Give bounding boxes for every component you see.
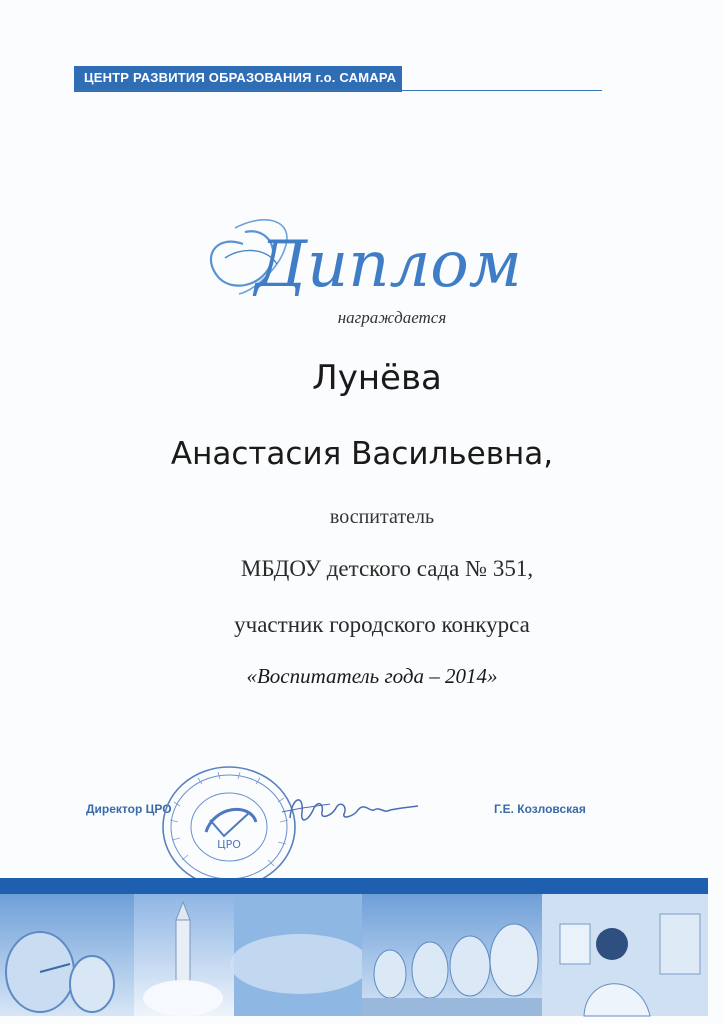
stamp-logo-text: ЦРО [217, 838, 241, 851]
header-divider [74, 90, 602, 91]
recipient-position: воспитатель [329, 506, 435, 528]
director-name: Г.Е. Козловская [494, 802, 586, 816]
footer-photo-strip [0, 894, 708, 1016]
organization-name: ЦЕНТР РАЗВИТИЯ ОБРАЗОВАНИЯ г.о. САМАРА [84, 70, 397, 85]
recipient-surname: Лунёва [312, 358, 442, 398]
recipient-institution: МБДОУ детского сада № 351, [240, 556, 534, 581]
diploma-title-text: Диплом [255, 228, 522, 302]
contest-name: «Воспитатель года – 2014» [246, 664, 498, 688]
awarded-label: награждается [337, 308, 447, 327]
participation-note: участник городского конкурса [234, 612, 530, 637]
recipient-full-name: Анастасия Васильевна, [170, 436, 554, 472]
footer-band [0, 878, 708, 894]
diploma-title [195, 198, 522, 308]
director-label: Директор ЦРО [86, 802, 172, 816]
handwritten-signature-icon [278, 782, 438, 832]
